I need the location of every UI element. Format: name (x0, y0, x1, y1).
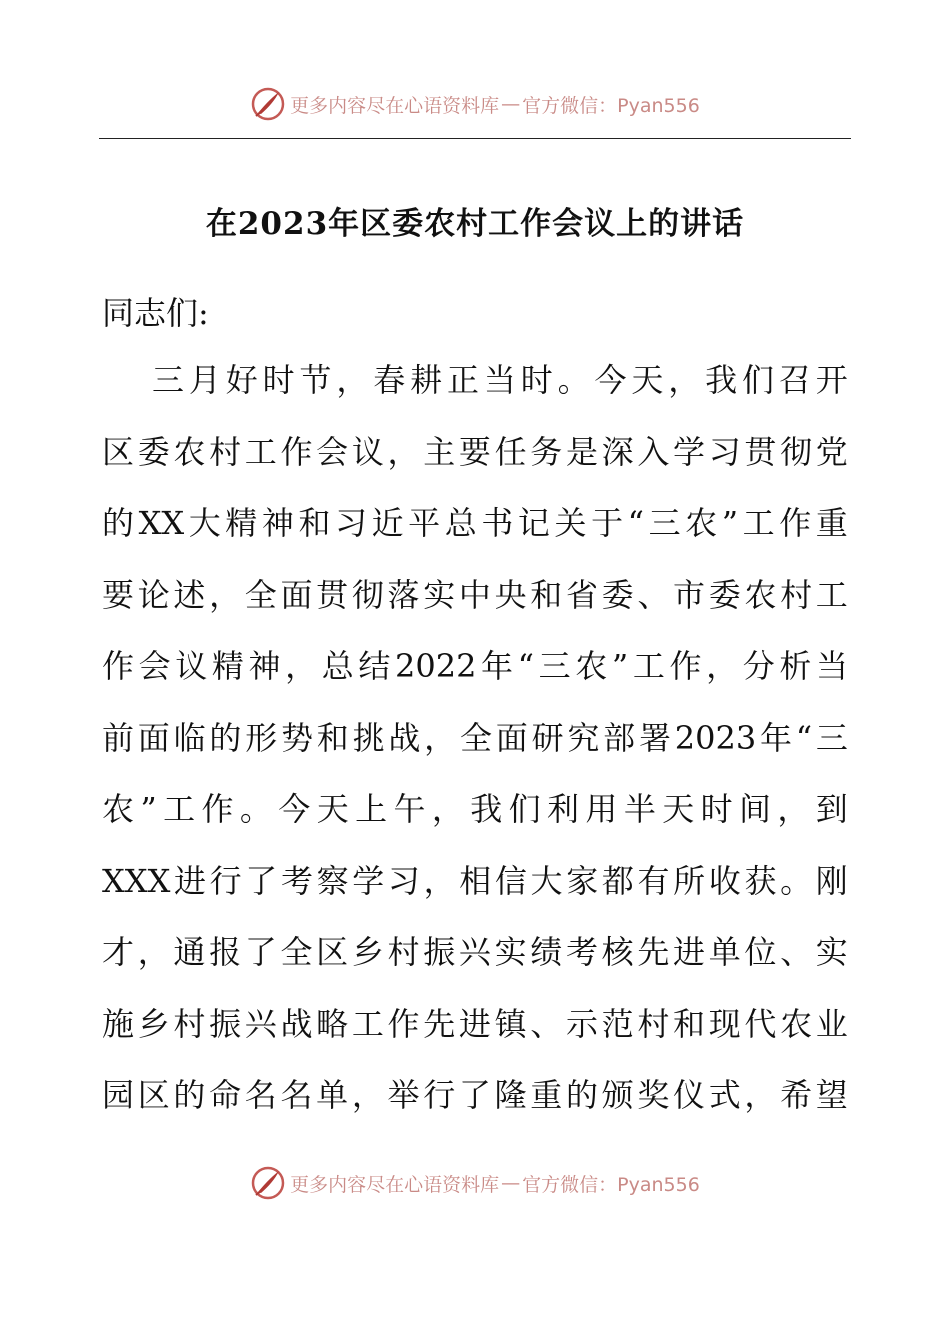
body-line: XXX 进 行 了 考 察 学 习 ， 相 信 大 家 都 有 所 收 获 。 刚 (102, 861, 848, 900)
body-line: 三 月 好 时 节 ， 春 耕 正 当 时 。 今 天 ， 我 们 召 开 (152, 361, 848, 399)
watermark-wechat-text: 官方微信：Pyan556 (522, 1173, 700, 1196)
document-title: 在2023年区委农村工作会议上的讲话 (205, 206, 745, 242)
salutation: 同志们: (102, 294, 209, 332)
body-paragraph (102, 358, 848, 1145)
body-line: 前 面 临 的 形 势 和 挑 战 ， 全 面 研 究 部 署 2023 年 “ 三 (102, 718, 848, 757)
body-line: 作 会 议 精 神 ， 总 结 2022 年 “ 三 农 ” 工 作 ， 分 析 当 (102, 647, 848, 685)
header-rule (99, 138, 851, 139)
watermark-separator: — (501, 93, 521, 115)
watermark-site-text: 更多内容尽在心语资料库 (290, 1173, 500, 1196)
footer-watermark (0, 1163, 950, 1203)
body-line: 要 论 述 ， 全 面 贯 彻 落 实 中 央 和 省 委 、 市 委 农 村 工 (102, 575, 848, 614)
watermark-site-text: 更多内容尽在心语资料库 (290, 94, 500, 117)
body-line: 施 乡 村 振 兴 战 略 工 作 先 进 镇 、 示 范 村 和 现 代 农 业 (102, 1004, 848, 1043)
body-line: 的 XX 大 精 神 和 习 近 平 总 书 记 关 于 “ 三 农 ” 工 作 重 (102, 504, 848, 542)
body-line: 区 委 农 村 工 作 会 议 ， 主 要 任 务 是 深 入 学 习 贯 彻 党 (102, 432, 848, 471)
body-line: 才 ， 通 报 了 全 区 乡 村 振 兴 实 绩 考 核 先 进 单 位 、 实 (102, 933, 848, 971)
watermark-separator: — (501, 1172, 521, 1194)
quill-pen-logo-icon (250, 1165, 286, 1201)
body-line: 农 ” 工 作 。 今 天 上 午 ， 我 们 利 用 半 天 时 间 ， 到 (102, 790, 848, 828)
body-line: 园 区 的 命 名 名 单 ， 举 行 了 隆 重 的 颁 奖 仪 式 ， 希 望 (102, 1076, 848, 1114)
watermark-wechat-text: 官方微信：Pyan556 (522, 94, 700, 117)
quill-pen-logo-icon (250, 86, 286, 122)
header-watermark (0, 84, 950, 124)
